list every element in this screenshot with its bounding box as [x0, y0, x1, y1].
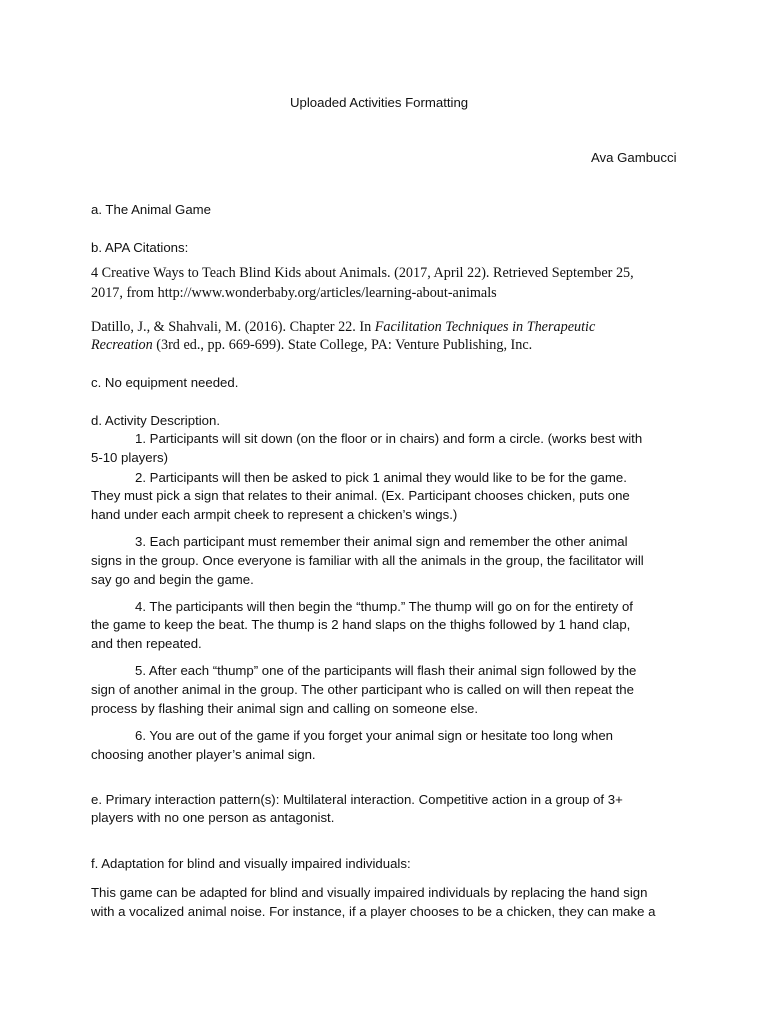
step-5-line-3: process by flashing their animal sign and calling on someone else.: [91, 701, 479, 716]
step-3-line-3: say go and begin the game.: [91, 572, 254, 587]
step-1-line-1: 1. Participants will sit down (on the floor or in chairs) and form a circle. (works best with: [135, 431, 643, 446]
step-4-line-3: and then repeated.: [91, 636, 202, 651]
citation-2-publisher: (3rd ed., pp. 669-699). State College, PA: Venture Publishing, Inc.: [152, 337, 533, 353]
section-e-line-1: e. Primary interaction pattern(s): Multilateral interaction. Competitive action in a group of 3+: [91, 792, 623, 807]
step-2-line-3: hand under each armpit cheek to represent a chicken’s wings.): [91, 507, 458, 522]
step-2-line-2: They must pick a sign that relates to their animal. (Ex. Participant chooses chicken, puts one: [91, 488, 630, 503]
citation-2-book-title-cont: Recreation: [91, 337, 153, 353]
citation-2-authors: Datillo, J., & Shahvali, M. (2016). Chapter 22. In: [91, 319, 375, 335]
step-4-line-2: the game to keep the beat. The thump is 2 hand slaps on the thighs followed by 1 hand clap,: [91, 617, 631, 632]
citation-2-book-title: Facilitation Techniques in Therapeutic: [374, 319, 596, 335]
citation-1-line-1: 4 Creative Ways to Teach Blind Kids about Animals. (2017, April 22). Retrieved September 25,: [91, 265, 634, 281]
step-2-line-1: 2. Participants will then be asked to pick 1 animal they would like to be for the game.: [135, 470, 627, 485]
step-6-line-1: 6. You are out of the game if you forget your animal sign or hesitate too long when: [135, 728, 613, 743]
author-name: Ava Gambucci: [591, 150, 677, 165]
section-f-line-2: with a vocalized animal noise. For instance, if a player chooses to be a chicken, they can make a: [91, 904, 656, 919]
step-5-line-1: 5. After each “thump” one of the participants will flash their animal sign followed by the: [135, 663, 637, 678]
citation-1-line-2: 2017, from http://www.wonderbaby.org/articles/learning-about-animals: [91, 285, 497, 301]
section-b-heading: b. APA Citations:: [91, 240, 189, 255]
step-3-line-2: signs in the group. Once everyone is familiar with all the animals in the group, the facilitator will: [91, 553, 644, 568]
step-5-line-2: sign of another animal in the group. The other participant who is called on will then repeat the: [91, 682, 634, 697]
step-1-line-2: 5-10 players): [91, 450, 168, 465]
step-4-line-1: 4. The participants will then begin the “thump.” The thump will go on for the entirety of: [135, 599, 633, 614]
step-3-line-1: 3. Each participant must remember their animal sign and remember the other animal: [135, 534, 628, 549]
section-f-line-1: This game can be adapted for blind and visually impaired individuals by replacing the hand sign: [91, 885, 648, 900]
citation-2-line-1: [91, 318, 595, 336]
citation-2-line-2: [91, 336, 532, 354]
section-d-heading: d. Activity Description.: [91, 413, 220, 428]
step-6-line-2: choosing another player’s animal sign.: [91, 747, 316, 762]
section-e-line-2: players with no one person as antagonist.: [91, 810, 335, 825]
section-c-heading: c. No equipment needed.: [91, 375, 239, 390]
section-a-heading: a. The Animal Game: [91, 202, 211, 217]
section-f-heading: f. Adaptation for blind and visually impaired individuals:: [91, 856, 411, 871]
document-title: Uploaded Activities Formatting: [290, 95, 469, 110]
